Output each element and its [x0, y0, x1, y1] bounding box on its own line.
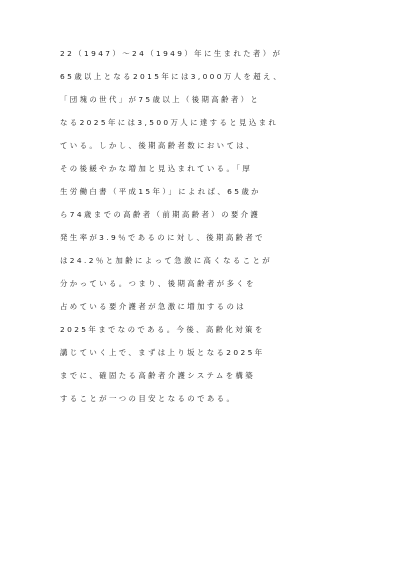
- text-line: までに、確固たる高齢者介護システムを構築: [60, 371, 256, 380]
- text-line: 生労働白書（平成15年）」によれば、65歳か: [60, 187, 261, 196]
- text-line: 講じていく上で、まずは上り坂となる2025年: [60, 348, 265, 357]
- text-line: 「団塊の世代」が75歳以上（後期高齢者）と: [60, 95, 261, 104]
- text-line: 占めている要介護者が急激に増加するのは: [60, 302, 247, 311]
- text-line: 22（1947）～24（1949）年に生まれた者）が: [60, 49, 283, 58]
- text-line: ている。しかし、後期高齢者数においては、: [60, 141, 256, 150]
- text-line: 65歳以上となる2015年には3,000万人を超え、: [60, 72, 284, 81]
- text-line: ら74歳までの高齢者（前期高齢者）の要介護: [60, 210, 261, 219]
- text-line: 分かっている。つまり、後期高齢者が多くを: [60, 279, 256, 288]
- text-line: は24.2％と加齢によって急激に高くなることが: [60, 256, 273, 265]
- text-line: 発生率が3.9％であるのに対し、後期高齢者で: [60, 233, 265, 242]
- text-line: その後緩やかな増加と見込まれている。「厚: [60, 164, 253, 173]
- text-line: することが一つの目安となるのである。: [60, 394, 237, 403]
- text-line: なる2025年には3,500万人に達すると見込まれ: [60, 118, 279, 127]
- text-line: 2025年までなのである。今後、高齢化対策を: [60, 325, 265, 334]
